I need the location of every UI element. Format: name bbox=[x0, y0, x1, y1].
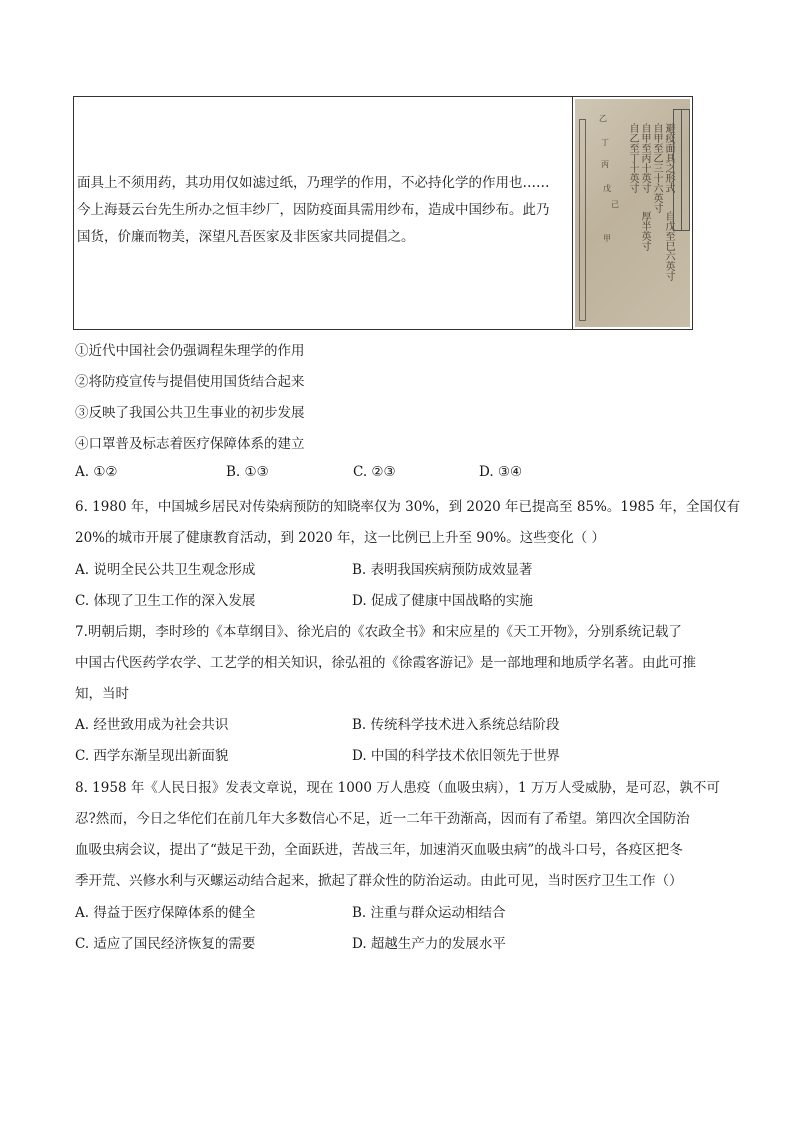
mask-diagram-bar bbox=[579, 119, 586, 321]
option-d[interactable]: D. 中国的科学技术依旧领先于世界 bbox=[352, 748, 560, 764]
question-text: 知，当时 bbox=[75, 686, 129, 702]
question-text: 血吸虫病会议，提出了“鼓足干劲，全面跃进，苦战三年，加速消灭血吸虫病”的战斗口号，各疫区把冬 bbox=[75, 842, 683, 858]
source-table bbox=[73, 96, 693, 330]
option-c[interactable]: C. ②③ bbox=[353, 464, 396, 480]
question-text: 6. 1980 年，中国城乡居民对传染病预防的知晓率仅为 30%，到 2020 年已提高至 85%。1985 年，全国仅有 bbox=[75, 499, 740, 515]
mask-diagram-bar bbox=[681, 109, 690, 231]
diagram-mark: 戊 bbox=[603, 184, 611, 193]
option-b[interactable]: B. 注重与群众运动相结合 bbox=[352, 905, 506, 921]
question-text: 8. 1958 年《人民日报》发表文章说，现在 1000 万人患疫（血吸虫病），1 万万人受威胁，是可忍，孰不可 bbox=[75, 780, 720, 796]
option-c[interactable]: C. 适应了国民经济恢复的需要 bbox=[75, 936, 256, 952]
statement: ①近代中国社会仍强调程朱理学的作用 bbox=[75, 343, 305, 359]
clipping-text: 自戊至巳六英寸 bbox=[663, 211, 674, 281]
option-a[interactable]: A. ①② bbox=[75, 464, 118, 480]
option-a[interactable]: A. 得益于医疗保障体系的健全 bbox=[75, 905, 256, 921]
passage-line: 面具上不须用药，其功用仅如滤过纸，乃理学的作用，不必持化学的作用也…… bbox=[77, 175, 550, 191]
option-c[interactable]: C. 体现了卫生工作的深入发展 bbox=[75, 593, 256, 609]
option-b[interactable]: B. 表明我国疾病预防成效显著 bbox=[352, 562, 533, 578]
diagram-mark: 甲 bbox=[603, 234, 611, 243]
option-c[interactable]: C. 西学东渐呈现出新面貌 bbox=[75, 748, 229, 764]
question-text: 7.明朝后期，李时珍的《本草纲目》、徐光启的《农政全书》和宋应星的《天工开物》，分别系统记载了 bbox=[75, 624, 682, 640]
table-divider bbox=[572, 97, 573, 329]
clipping-text: 自甲至乙三十六英寸 bbox=[651, 123, 662, 213]
diagram-mark: 己 bbox=[611, 200, 619, 209]
clipping-text: 自甲至丙十英寸 bbox=[639, 123, 650, 193]
option-b[interactable]: B. ①③ bbox=[226, 464, 269, 480]
statement: ④口罩普及标志着医疗保障体系的建立 bbox=[75, 436, 305, 452]
newspaper-clipping-image bbox=[575, 99, 690, 327]
question-text: 忍?然而，今日之华佗们在前几年大多数信心不足，近一二年干劲渐高，因而有了希望。第四次全国防治 bbox=[75, 811, 690, 827]
diagram-mark: 乙 bbox=[599, 114, 607, 123]
diagram-mark: 丙 bbox=[601, 160, 609, 169]
statement: ③反映了我国公共卫生事业的初步发展 bbox=[75, 405, 305, 421]
quoted-passage bbox=[77, 170, 571, 251]
passage-line: 国货，价廉而物美，深望凡吾医家及非医家共同提倡之。 bbox=[77, 229, 415, 245]
question-text: 中国古代医药学农学、工艺学的相关知识，徐弘祖的《徐霞客游记》是一部地理和地质学名著。由此可推 bbox=[75, 655, 696, 671]
question-text: 20%的城市开展了健康教育活动，到 2020 年，这一比例已上升至 90%。这些变化（ ） bbox=[75, 530, 606, 546]
option-a[interactable]: A. 经世致用成为社会共识 bbox=[75, 717, 229, 733]
option-d[interactable]: D. 促成了健康中国战略的实施 bbox=[352, 593, 533, 609]
option-a[interactable]: A. 说明全民公共卫生观念形成 bbox=[75, 562, 256, 578]
clipping-text: 避疫面具之形式 bbox=[663, 123, 674, 193]
statement: ②将防疫宣传与提倡使用国货结合起来 bbox=[75, 374, 305, 390]
option-b[interactable]: B. 传统科学技术进入系统总结阶段 bbox=[352, 717, 560, 733]
question-text: 季开荒、兴修水利与灭螺运动结合起来，掀起了群众性的防治运动。由此可见，当时医疗卫生工作（） bbox=[75, 873, 683, 889]
clipping-text: 自乙至丁十英寸 bbox=[627, 123, 638, 193]
option-d[interactable]: D. 超越生产力的发展水平 bbox=[352, 936, 506, 952]
clipping-text: 厚半英寸 bbox=[639, 211, 650, 251]
passage-line: 今上海聂云台先生所办之恒丰纱厂，因防疫面具需用纱布，造成中国纱布。此乃 bbox=[77, 202, 550, 218]
diagram-mark: 丁 bbox=[601, 138, 609, 147]
option-d[interactable]: D. ③④ bbox=[479, 464, 523, 480]
